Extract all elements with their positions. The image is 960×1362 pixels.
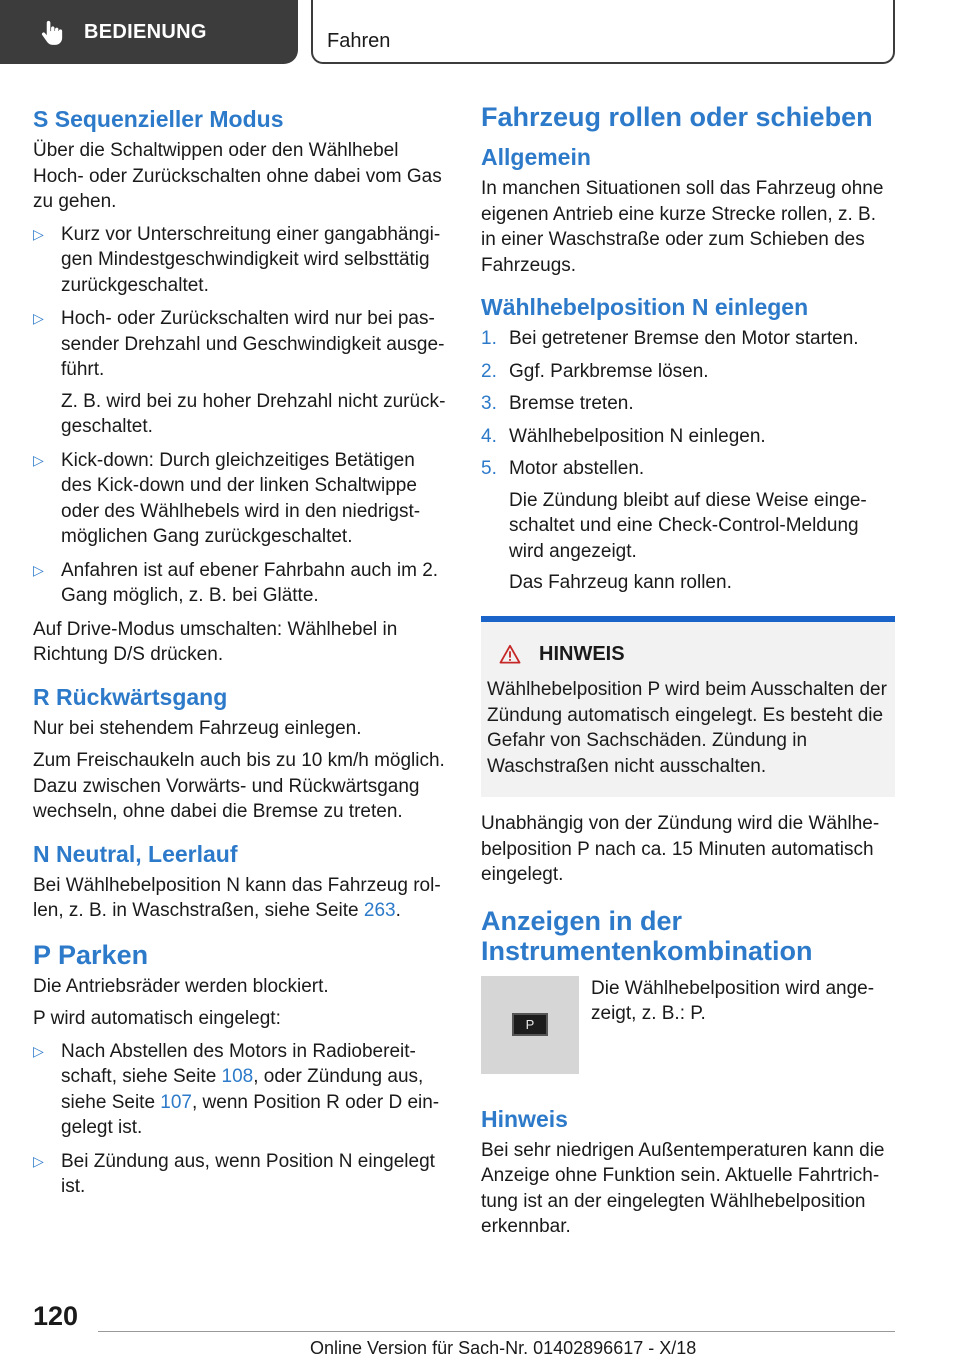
step-number: 3.	[481, 393, 497, 414]
note-title	[487, 642, 889, 668]
paragraph: Über die Schaltwippen oder den Wählhebel Hoch- oder Zurückschalten ohne dabei vom Gas zu gehen.	[33, 140, 442, 212]
heading-n-neutral: N Neutral, Leerlauf	[33, 840, 238, 867]
list-item	[33, 306, 448, 440]
step-text: Bremse treten.	[509, 393, 634, 414]
left-column	[33, 100, 448, 1208]
text: Bei Wählhebelposition N kann das Fahrzeug rollen, z. B. in Waschstraßen, siehe Seite	[33, 874, 441, 921]
list-item-text: Kick-down: Durch gleichzeitiges Betätigen des Kick-down und der linken Schaltwippe oder des Wählhebels wird in den niedrigstmöglichen Gang zurückgeschaltet.	[61, 449, 421, 547]
heading-note: Hinweis	[481, 1105, 568, 1132]
bullet-list	[33, 222, 448, 609]
step-text: Bei getretener Bremse den Motor starten.	[509, 328, 859, 349]
triangle-bullet-icon: ▷	[33, 310, 44, 326]
gear-indicator: P	[512, 1013, 548, 1036]
list-item	[33, 558, 448, 609]
list-item	[33, 1149, 448, 1200]
list-item	[481, 326, 895, 352]
triangle-bullet-icon: ▷	[33, 451, 44, 468]
bullet-list	[33, 1039, 448, 1200]
footer-text: Online Version für Sach-Nr. 01402896617 - X/18	[310, 1338, 697, 1358]
numbered-list	[481, 326, 895, 596]
step-text: Ggf. Parkbremse lösen.	[509, 360, 709, 382]
footer-divider	[98, 1331, 895, 1332]
triangle-bullet-icon: ▷	[33, 225, 44, 242]
chapter-tab[interactable]	[0, 0, 298, 64]
step-number: 1.	[481, 328, 497, 349]
step-number: 4.	[481, 425, 497, 447]
page-link-108[interactable]: 108	[221, 1066, 254, 1087]
list-item-subtext: Z. B. wird bei zu hoher Drehzahl nicht zurückgeschaltet.	[61, 390, 446, 437]
text: , oder Zündung aus, siehe Seite	[61, 1066, 424, 1113]
heading-roll-push: Fahrzeug rollen oder schieben	[481, 102, 873, 132]
note-body: Wählhebelposition P wird beim Ausschalten der Zündung automatisch eingelegt. Es besteht die Gefahr von Sachschäden. Zündung in Waschstraßen nicht ausschalten.	[487, 679, 887, 777]
list-item-text: Hoch- oder Zurückschalten wird nur bei passender Drehzahl und Geschwindigkeit ausgeführt.	[61, 308, 445, 380]
step-number: 5.	[481, 458, 497, 479]
triangle-bullet-icon: ▷	[33, 1042, 44, 1059]
list-item-text: Bei Zündung aus, wenn Position N eingelegt ist.	[61, 1150, 435, 1197]
page-link-263[interactable]: 263	[363, 900, 396, 921]
list-item	[481, 456, 895, 596]
heading-display: Anzeigen in der Instrumentenkombination	[481, 905, 813, 966]
right-column	[481, 100, 895, 1247]
warning-note	[481, 616, 895, 798]
instrument-cluster-image	[481, 976, 579, 1074]
heading-engage-n: Wählhebelposition N einlegen	[481, 294, 809, 320]
paragraph: P wird automatisch eingelegt:	[33, 1008, 281, 1029]
hand-pointer-icon	[38, 18, 66, 46]
list-item-text: Anfahren ist auf ebener Fahrbahn auch im 2. Gang möglich, z. B. bei Glätte.	[61, 559, 439, 606]
step-text: Motor abstellen.	[509, 458, 645, 479]
page-link-107[interactable]: 107	[160, 1091, 192, 1113]
step-number: 2.	[481, 360, 497, 382]
heading-s-mode: S Sequenzieller Modus	[33, 106, 284, 132]
list-item	[481, 391, 895, 417]
paragraph: In manchen Situationen soll das Fahrzeug ohne eigenen Antrieb eine kurze Strecke rollen, z. B. in einer Waschstraße oder zum Schieben des Fahrzeugs.	[481, 178, 884, 276]
heading-p-park: P Parken	[33, 939, 149, 970]
warning-triangle-icon	[499, 644, 521, 664]
paragraph: Zum Freischaukeln auch bis zu 10 km/h möglich. Dazu zwischen Vorwärts- und Rückwärtsgang wechseln, ohne dabei die Bremse zu treten.	[33, 750, 445, 822]
paragraph: Auf Drive-Modus umschalten: Wählhebel in Richtung D/S drücken.	[33, 618, 398, 665]
step-subtext: Die Zündung bleibt auf diese Weise eingeschaltet und eine Check-Control-Meldung wird angezeigt.	[509, 489, 867, 562]
list-item	[481, 424, 895, 450]
triangle-bullet-icon: ▷	[33, 561, 44, 578]
paragraph: Bei sehr niedrigen Außentemperaturen kann die Anzeige ohne Funktion sein. Aktuelle Fahrtrichtung ist an der eingelegten Wählhebelposition erkennbar.	[481, 1139, 885, 1237]
paragraph: Nur bei stehendem Fahrzeug einlegen.	[33, 717, 362, 739]
list-item	[33, 1039, 448, 1141]
step-text: Wählhebelposition N einlegen.	[509, 425, 766, 447]
paragraph: Unabhängig von der Zündung wird die Wählhebelposition P nach ca. 15 Minuten automatisch eingelegt.	[481, 813, 880, 885]
display-description: Die Wählhebelposition wird angezeigt, z. B.: P.	[591, 977, 875, 1024]
text: Nach Abstellen des Motors in Radiobereitschaft, siehe Seite	[61, 1040, 416, 1087]
triangle-bullet-icon: ▷	[33, 1152, 44, 1169]
heading-r-reverse: R Rückwärtsgang	[33, 683, 228, 710]
list-item-text: Kurz vor Unterschreitung einer gangabhängigen Mindestgeschwindigkeit wird selbsttätig zurückgeschaltet.	[61, 223, 441, 296]
page-number: 120	[33, 1301, 79, 1331]
list-item	[481, 359, 895, 385]
list-item	[33, 448, 448, 550]
text: , wenn Position R oder D eingelegt ist.	[61, 1091, 440, 1138]
text: .	[395, 900, 401, 921]
note-title-text: HINWEIS	[539, 642, 625, 665]
list-item	[33, 222, 448, 299]
paragraph	[33, 873, 448, 924]
step-subtext: Das Fahrzeug kann rollen.	[509, 572, 732, 593]
section-header	[311, 0, 895, 64]
paragraph: Die Antriebsräder werden blockiert.	[33, 975, 329, 997]
display-example	[481, 976, 895, 1074]
chapter-label: BEDIENUNG	[84, 20, 207, 43]
heading-general: Allgemein	[481, 144, 591, 170]
section-label: Fahren	[327, 30, 391, 52]
